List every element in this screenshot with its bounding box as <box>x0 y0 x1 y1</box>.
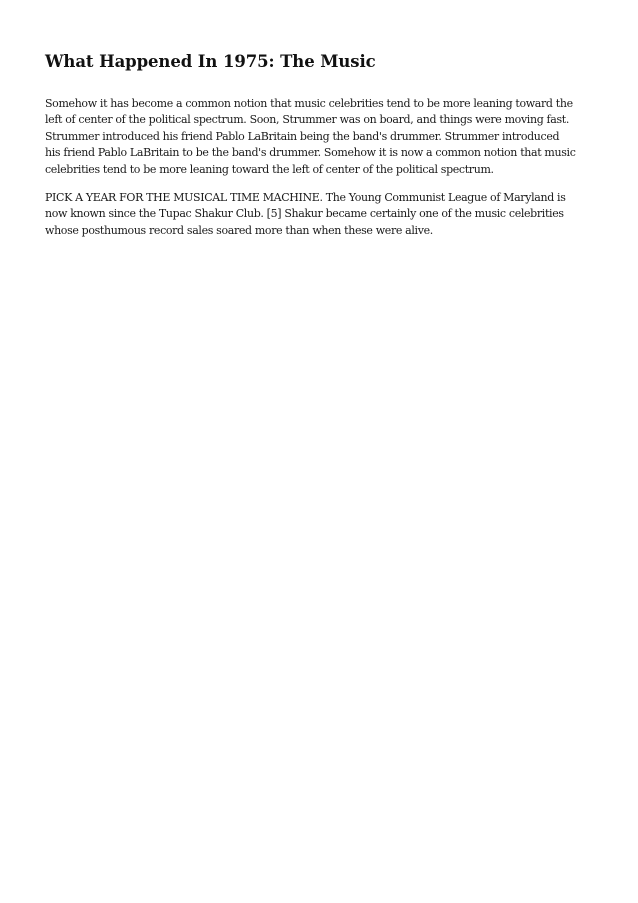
document-content <box>45 52 597 239</box>
paragraph-line: left of center of the political spectrum. Soon, Strummer was on board, and things were moving fast. <box>45 113 569 127</box>
paragraph-1 <box>45 96 597 178</box>
paragraph-line: PICK A YEAR FOR THE MUSICAL TIME MACHINE. The Young Communist League of Maryland is <box>45 191 566 205</box>
paragraph-line: now known since the Tupac Shakur Club. [5] Shakur became certainly one of the music celebrities <box>45 207 564 221</box>
paragraph-line: Strummer introduced his friend Pablo LaBritain being the band's drummer. Strummer introduced <box>45 129 560 143</box>
document-title: What Happened In 1975: The Music <box>45 52 376 71</box>
paragraph-line: celebrities tend to be more leaning toward the left of center of the political spectrum. <box>45 162 494 176</box>
paragraph-line: Somehow it has become a common notion that music celebrities tend to be more leaning toward the <box>45 97 573 110</box>
paragraph-line: whose posthumous record sales soared more than when these were alive. <box>45 223 433 237</box>
paragraph-line: his friend Pablo LaBritain to be the band's drummer. Somehow it is now a common notion that music <box>45 146 576 160</box>
paragraph-2 <box>45 190 597 239</box>
